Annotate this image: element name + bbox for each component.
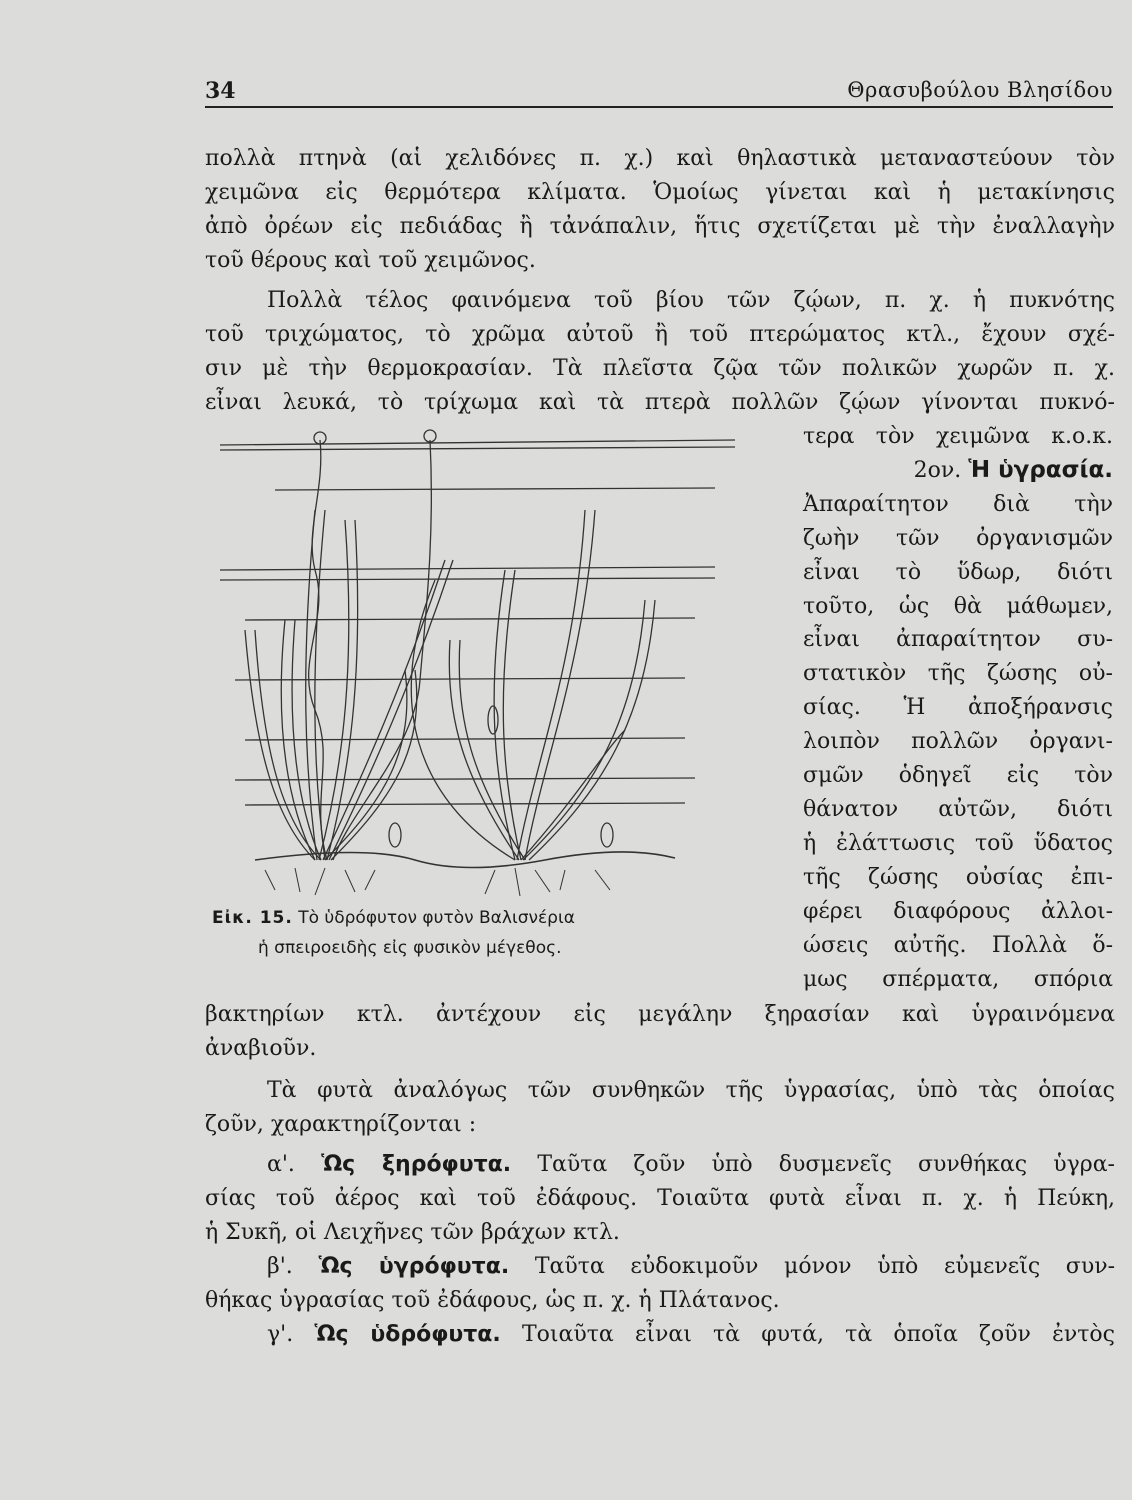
plant-drawing (215, 420, 785, 900)
item-marker: α'. (267, 1152, 295, 1177)
text-line: ἡ Συκῆ, οἱ Λειχῆνες τῶν βράχων κτλ. (205, 1220, 620, 1245)
text-line: θήκας ὑγρασίας τοῦ ἐδάφους, ὡς π. χ. ἡ Πλάτανος. (205, 1288, 780, 1313)
text-line: θάνατον αὐτῶν, διότι (803, 796, 1113, 822)
text-line: τοῦ τριχώματος, τὸ χρῶμα αὐτοῦ ἢ τοῦ πτερώματος κτλ., ἔχουν σχέ- (205, 322, 1115, 347)
text-line: ώσεις αὐτῆς. Πολλὰ ὅ- (803, 932, 1113, 958)
list-item (205, 1318, 1115, 1352)
text-line: μως σπέρματα, σπόρια (803, 966, 1113, 992)
item-term: Ὡς ξηρόφυτα. (321, 1152, 512, 1177)
text-line: Τὰ φυτὰ ἀναλόγως τῶν συνθηκῶν τῆς ὑγρασίας, ὑπὸ τὰς ὁποίας (267, 1078, 1115, 1103)
paragraph-plant-classes (205, 1074, 1115, 1142)
text-line: πολλὰ πτηνὰ (αἱ χελιδόνες π. χ.) καὶ θηλαστικὰ μεταναστεύουν τὸν (205, 146, 1115, 171)
item-term: Ὡς ὑδρόφυτα. (314, 1322, 501, 1347)
figure-caption (212, 903, 792, 963)
paragraph-continuation (205, 998, 1115, 1066)
plant-type-list (205, 1148, 1115, 1352)
paragraph-migration (205, 142, 1115, 278)
text-line: τοῦτο, ὡς θὰ μάθωμεν, (803, 593, 1113, 619)
text-line: εἶναι τὸ ὕδωρ, διότι (803, 559, 1113, 585)
item-text: Ταῦτα ζοῦν ὑπὸ δυσμενεῖς συνθήκας ὑγρα- (537, 1152, 1115, 1177)
list-item (205, 1250, 1115, 1284)
text-line: σίας τοῦ ἀέρος καὶ τοῦ ἐδάφους. Τοιαῦτα φυτὰ εἶναι π. χ. ἡ Πεύκη, (205, 1186, 1115, 1211)
text-line: σμῶν ὁδηγεῖ εἰς τὸν (803, 763, 1113, 789)
text-line: Ἀπαραίτητον διὰ τὴν (803, 491, 1113, 517)
section-title: Ἡ ὑγρασία. (968, 456, 1113, 483)
text-line: ἡ ἐλάττωσις τοῦ ὕδατος (803, 830, 1113, 856)
item-text: Τοιαῦτα εἶναι τὰ φυτά, τὰ ὁποῖα ζοῦν ἐντὸς (521, 1322, 1116, 1347)
text-line: τερα τὸν χειμῶνα κ.ο.κ. (803, 424, 1113, 449)
text-line: ἀναβιοῦν. (205, 1036, 317, 1061)
paragraph-temperature (205, 284, 1115, 420)
item-marker: β'. (267, 1254, 293, 1279)
side-column-text (803, 420, 1113, 996)
text-line: στατικὸν τῆς ζώσης οὐ- (803, 661, 1113, 687)
text-line: φέρει διαφόρους ἀλλοι- (803, 898, 1113, 924)
text-line: σιν μὲ τὴν θερμοκρασίαν. Τὰ πλεῖστα ζῷα τῶν πολικῶν χωρῶν π. χ. (205, 356, 1115, 381)
running-title: Θρασυβούλου Βλησίδου (847, 78, 1113, 102)
item-text: Ταῦτα εὐδοκιμοῦν μόνον ὑπὸ εὐμενεῖς συν- (534, 1254, 1115, 1279)
text-line: τῆς ζώσης οὐσίας ἐπι- (803, 864, 1113, 890)
text-line: βακτηρίων κτλ. ἀντέχουν εἰς μεγάλην ξηρασίαν καὶ ὑγραινόμενα (205, 1002, 1115, 1027)
item-marker: γ'. (267, 1322, 294, 1347)
text-line: Πολλὰ τέλος φαινόμενα τοῦ βίου τῶν ζῴων, π. χ. ἡ πυκνότης (267, 288, 1115, 313)
page-header (205, 72, 1113, 108)
figure-vallisneria-illustration (215, 420, 785, 900)
text-line: λοιπὸν πολλῶν ὀργανι- (803, 729, 1113, 755)
caption-line: Τὸ ὑδρόφυτον φυτὸν Βαλισνέρια (298, 908, 575, 928)
text-line: τοῦ θέρους καὶ τοῦ χειμῶνος. (205, 248, 536, 273)
text-line: σίας. Ἡ ἀποξήρανσις (803, 695, 1113, 721)
section-number: 2ον. (913, 457, 962, 483)
text-line: εἶναι ἀπαραίτητον συ- (803, 627, 1113, 653)
figure-label: Εἰκ. 15. (212, 908, 293, 928)
text-line: ζωὴν τῶν ὀργανισμῶν (803, 525, 1113, 551)
page-number: 34 (205, 78, 236, 104)
list-item (205, 1148, 1115, 1182)
text-line: ζοῦν, χαρακτηρίζονται : (205, 1112, 477, 1137)
item-term: Ὡς ὑγρόφυτα. (318, 1254, 510, 1279)
caption-line: ἡ σπειροειδὴς εἰς φυσικὸν μέγεθος. (258, 938, 562, 958)
text-line: χειμῶνα εἰς θερμότερα κλίματα. Ὁμοίως γίνεται καὶ ἡ μετακίνησις (205, 180, 1115, 205)
text-line: εἶναι λευκά, τὸ τρίχωμα καὶ τὰ πτερὰ πολλῶν ζῴων γίνονται πυκνό- (205, 390, 1115, 415)
text-line: ἀπὸ ὀρέων εἰς πεδιάδας ἢ τἀνάπαλιν, ἥτις σχετίζεται μὲ τὴν ἐναλλαγὴν (205, 214, 1115, 239)
section-heading (803, 454, 1113, 488)
